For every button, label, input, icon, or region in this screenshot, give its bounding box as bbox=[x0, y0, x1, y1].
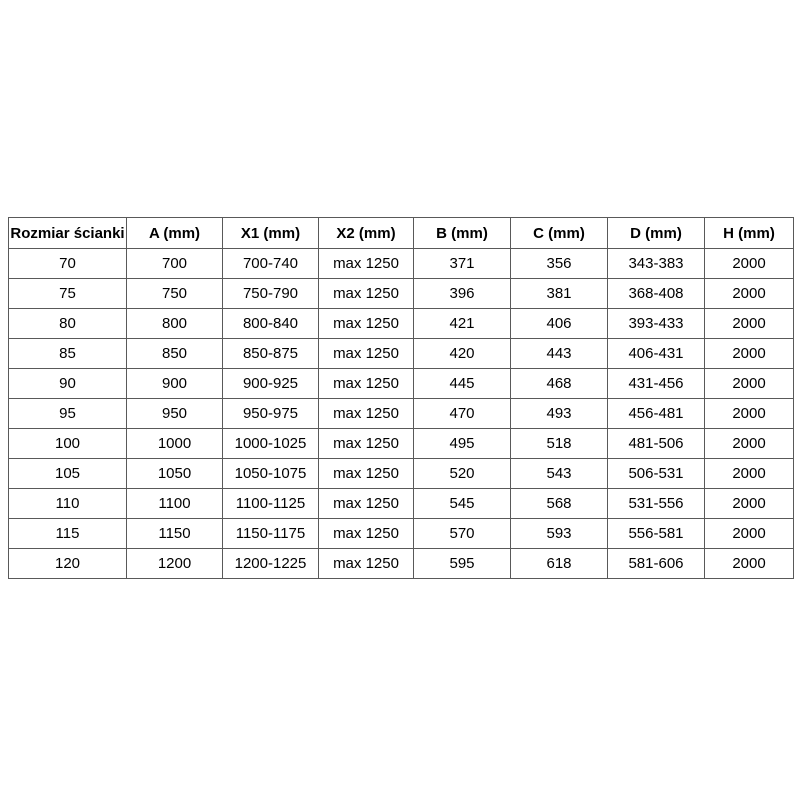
table-cell: 110 bbox=[9, 489, 127, 519]
table-cell: 90 bbox=[9, 369, 127, 399]
table-cell: 850-875 bbox=[223, 339, 319, 369]
table-cell: 420 bbox=[414, 339, 511, 369]
table-cell: 1200 bbox=[127, 549, 223, 579]
table-cell: 850 bbox=[127, 339, 223, 369]
table-cell: 506-531 bbox=[608, 459, 705, 489]
table-cell: 700-740 bbox=[223, 249, 319, 279]
table-cell: 2000 bbox=[705, 279, 794, 309]
table-cell: 2000 bbox=[705, 519, 794, 549]
table-cell: 1200-1225 bbox=[223, 549, 319, 579]
table-cell: max 1250 bbox=[319, 279, 414, 309]
table-cell: 443 bbox=[511, 339, 608, 369]
table-cell: 1000 bbox=[127, 429, 223, 459]
table-cell: 2000 bbox=[705, 249, 794, 279]
table-cell: 481-506 bbox=[608, 429, 705, 459]
table-cell: max 1250 bbox=[319, 459, 414, 489]
table-cell: 2000 bbox=[705, 369, 794, 399]
table-cell: 70 bbox=[9, 249, 127, 279]
table-cell: 2000 bbox=[705, 549, 794, 579]
table-cell: 2000 bbox=[705, 339, 794, 369]
table-cell: 396 bbox=[414, 279, 511, 309]
table-cell: max 1250 bbox=[319, 339, 414, 369]
table-cell: 421 bbox=[414, 309, 511, 339]
table-cell: 85 bbox=[9, 339, 127, 369]
table-row bbox=[9, 309, 794, 339]
table-cell: 2000 bbox=[705, 429, 794, 459]
table-cell: 343-383 bbox=[608, 249, 705, 279]
table-cell: max 1250 bbox=[319, 369, 414, 399]
table-cell: 406 bbox=[511, 309, 608, 339]
table-cell: 115 bbox=[9, 519, 127, 549]
table-cell: 581-606 bbox=[608, 549, 705, 579]
column-header: X1 (mm) bbox=[223, 218, 319, 249]
table-cell: 371 bbox=[414, 249, 511, 279]
table-cell: 2000 bbox=[705, 309, 794, 339]
column-header: H (mm) bbox=[705, 218, 794, 249]
table-cell: max 1250 bbox=[319, 549, 414, 579]
table-cell: 556-581 bbox=[608, 519, 705, 549]
table-cell: 468 bbox=[511, 369, 608, 399]
table-cell: 495 bbox=[414, 429, 511, 459]
column-header: Rozmiar ścianki bbox=[9, 218, 127, 249]
table-cell: 900-925 bbox=[223, 369, 319, 399]
column-header: D (mm) bbox=[608, 218, 705, 249]
table-cell: 1150-1175 bbox=[223, 519, 319, 549]
table-cell: 431-456 bbox=[608, 369, 705, 399]
table-cell: 950 bbox=[127, 399, 223, 429]
table-cell: 75 bbox=[9, 279, 127, 309]
table-cell: 568 bbox=[511, 489, 608, 519]
table-cell: 518 bbox=[511, 429, 608, 459]
table-cell: max 1250 bbox=[319, 489, 414, 519]
table-cell: 1050-1075 bbox=[223, 459, 319, 489]
table-cell: 393-433 bbox=[608, 309, 705, 339]
table-cell: 1100 bbox=[127, 489, 223, 519]
table-cell: 543 bbox=[511, 459, 608, 489]
table-cell: max 1250 bbox=[319, 399, 414, 429]
table-row bbox=[9, 339, 794, 369]
table-row bbox=[9, 249, 794, 279]
table-cell: 520 bbox=[414, 459, 511, 489]
table-body bbox=[9, 249, 794, 579]
table-row bbox=[9, 459, 794, 489]
table-cell: 531-556 bbox=[608, 489, 705, 519]
table-cell: 1050 bbox=[127, 459, 223, 489]
table-cell: 1000-1025 bbox=[223, 429, 319, 459]
table-cell: 800-840 bbox=[223, 309, 319, 339]
table-cell: 356 bbox=[511, 249, 608, 279]
table-cell: 456-481 bbox=[608, 399, 705, 429]
table-cell: max 1250 bbox=[319, 429, 414, 459]
table-cell: 2000 bbox=[705, 459, 794, 489]
table-cell: 95 bbox=[9, 399, 127, 429]
table-cell: 1100-1125 bbox=[223, 489, 319, 519]
table-cell: 105 bbox=[9, 459, 127, 489]
column-header: X2 (mm) bbox=[319, 218, 414, 249]
table-cell: 406-431 bbox=[608, 339, 705, 369]
table-cell: max 1250 bbox=[319, 519, 414, 549]
table-row bbox=[9, 369, 794, 399]
table-cell: 2000 bbox=[705, 489, 794, 519]
table-cell: max 1250 bbox=[319, 249, 414, 279]
table-cell: 445 bbox=[414, 369, 511, 399]
table-cell: 368-408 bbox=[608, 279, 705, 309]
table-cell: 80 bbox=[9, 309, 127, 339]
wall-size-specification-table bbox=[8, 217, 794, 579]
table-cell: 950-975 bbox=[223, 399, 319, 429]
table-cell: 750-790 bbox=[223, 279, 319, 309]
column-header: A (mm) bbox=[127, 218, 223, 249]
table-row bbox=[9, 489, 794, 519]
table-cell: 700 bbox=[127, 249, 223, 279]
column-header: C (mm) bbox=[511, 218, 608, 249]
table-cell: max 1250 bbox=[319, 309, 414, 339]
table-row bbox=[9, 279, 794, 309]
table-cell: 100 bbox=[9, 429, 127, 459]
table-cell: 545 bbox=[414, 489, 511, 519]
table-cell: 750 bbox=[127, 279, 223, 309]
table-cell: 618 bbox=[511, 549, 608, 579]
table-cell: 800 bbox=[127, 309, 223, 339]
table-cell: 2000 bbox=[705, 399, 794, 429]
table-row bbox=[9, 429, 794, 459]
table-cell: 470 bbox=[414, 399, 511, 429]
table-cell: 593 bbox=[511, 519, 608, 549]
table-row bbox=[9, 549, 794, 579]
table-row bbox=[9, 519, 794, 549]
table-cell: 595 bbox=[414, 549, 511, 579]
header-row bbox=[9, 218, 794, 249]
table-container bbox=[8, 217, 794, 579]
table-cell: 120 bbox=[9, 549, 127, 579]
column-header: B (mm) bbox=[414, 218, 511, 249]
table-row bbox=[9, 399, 794, 429]
table-cell: 570 bbox=[414, 519, 511, 549]
table-cell: 381 bbox=[511, 279, 608, 309]
table-cell: 900 bbox=[127, 369, 223, 399]
table-cell: 1150 bbox=[127, 519, 223, 549]
table-cell: 493 bbox=[511, 399, 608, 429]
